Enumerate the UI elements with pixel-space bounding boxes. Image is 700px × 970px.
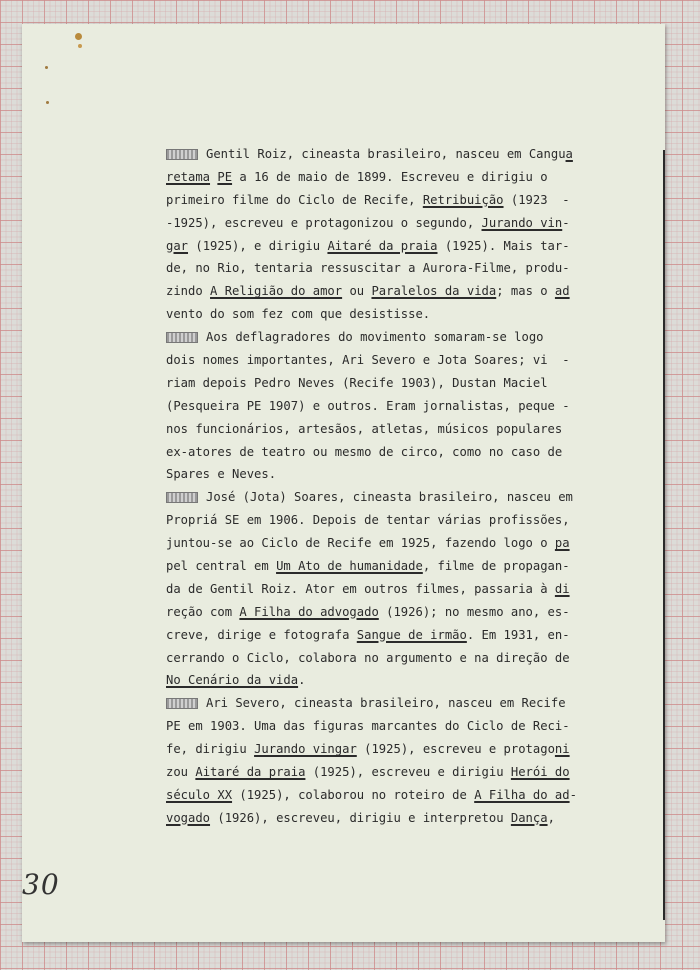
text-line	[166, 257, 612, 280]
text-line	[166, 624, 612, 647]
text-line	[166, 418, 612, 441]
text-segment: Propriá SE em 1906. Depois de tentar várias profissões,	[166, 513, 570, 528]
text-segment: -1925), escreveu e protagonizou o segundo,	[166, 215, 482, 230]
text-line	[166, 212, 612, 235]
underlined-title: gar	[166, 238, 189, 253]
underlined-title: Retribuição	[422, 192, 504, 207]
text-segment: dois nomes importantes, Ari Severo e Jota Soares; vi -	[166, 353, 570, 368]
text-segment: Gentil Roiz, cineasta brasileiro, nasceu em Cangu	[206, 147, 566, 161]
text-line	[166, 463, 612, 486]
text-segment: cerrando o Ciclo, colabora no argumento e na direção de	[166, 650, 570, 665]
text-segment: (1925). Mais tar-	[437, 238, 570, 253]
text-line	[166, 235, 612, 258]
text-segment: a 16 de maio de 1899. Escreveu e dirigiu o	[232, 169, 548, 184]
underlined-title: ad	[554, 284, 570, 299]
text-segment: José (Jota) Soares, cineasta brasileiro, nasceu em	[206, 490, 573, 505]
text-segment: (1925), colaborou no roteiro de	[232, 787, 475, 802]
text-segment: ,	[547, 810, 555, 825]
text-line	[166, 303, 612, 326]
underlined-title: ni	[554, 742, 570, 757]
text-segment: (1926); no mesmo ano, es-	[378, 604, 570, 619]
typewritten-text	[166, 143, 612, 830]
text-segment: (1925), escreveu e dirigiu	[305, 765, 511, 780]
underlined-title: Sangue de irmão	[356, 627, 467, 642]
text-segment: primeiro filme do Ciclo de Recife,	[166, 192, 423, 207]
underlined-title: Jurando vin	[481, 215, 563, 230]
text-segment: zindo	[166, 284, 211, 299]
text-segment: (1925), escreveu e protago	[356, 742, 555, 757]
underlined-title: Paralelos da vida	[371, 284, 497, 299]
text-line	[166, 189, 612, 212]
rust-spot	[46, 101, 49, 104]
text-line	[166, 784, 612, 807]
text-segment: de, no Rio, tentaria ressuscitar a Aurora-Filme, produ-	[166, 261, 570, 276]
text-segment: nos funcionários, artesãos, atletas, músicos populares	[166, 421, 563, 436]
text-line	[166, 349, 612, 372]
text-segment: (1923 -	[503, 192, 570, 207]
text-segment: pel central em	[166, 559, 277, 574]
text-line	[166, 441, 612, 464]
text-line	[166, 486, 612, 509]
underlined-title: século XX	[166, 787, 233, 802]
rust-spot	[75, 33, 82, 40]
text-segment: ; mas o	[496, 284, 555, 299]
underlined-title: A Filha do advogado	[239, 604, 379, 619]
text-segment: juntou-se ao Ciclo de Recife em 1925, fazendo logo o	[166, 536, 555, 551]
underlined-title: vogado	[166, 810, 211, 825]
underlined-title: pa	[554, 536, 570, 551]
text-segment: vento do som fez com que desistisse.	[166, 307, 431, 322]
text-segment: , filme de propagan-	[422, 559, 570, 574]
rust-spot	[78, 44, 82, 48]
redacted-mark	[166, 698, 198, 709]
text-line	[166, 532, 612, 555]
text-line	[166, 578, 612, 601]
text-line	[166, 143, 612, 166]
redacted-mark	[166, 332, 198, 343]
text-segment: zou	[166, 765, 196, 780]
redacted-mark	[166, 149, 198, 160]
text-line	[166, 326, 612, 349]
text-line	[166, 280, 612, 303]
text-line	[166, 692, 612, 715]
text-segment: Spares e Neves.	[166, 467, 277, 482]
text-line	[166, 555, 612, 578]
text-segment: (Pesqueira PE 1907) e outros. Eram jornalistas, peque -	[166, 398, 570, 413]
text-segment: fe, dirigiu	[166, 742, 255, 757]
text-segment: .	[298, 673, 306, 688]
underlined-title: a	[565, 147, 573, 161]
text-line	[166, 738, 612, 761]
text-segment: Aos deflagradores do movimento somaram-se logo	[206, 330, 544, 345]
handwritten-page-number: 30	[22, 868, 60, 901]
underlined-title: Aitaré da praia	[327, 238, 438, 253]
text-line	[166, 715, 612, 738]
text-line	[166, 761, 612, 784]
underlined-title: A Filha do ad	[474, 787, 570, 802]
underlined-title: di	[554, 581, 570, 596]
underlined-title: Herói do	[510, 765, 570, 780]
text-segment: reção com	[166, 604, 240, 619]
text-segment: ou	[342, 284, 372, 299]
underlined-title: Jurando vingar	[254, 742, 357, 757]
text-line	[166, 601, 612, 624]
text-line	[166, 807, 612, 830]
underlined-title: Aitaré da praia	[195, 765, 306, 780]
underlined-title: A Religião do amor	[210, 284, 343, 299]
text-segment: creve, dirige e fotografa	[166, 627, 357, 642]
text-segment: Ari Severo, cineasta brasileiro, nasceu em Recife	[206, 696, 566, 711]
sheet-edge	[663, 150, 665, 920]
text-line	[166, 647, 612, 670]
text-line	[166, 509, 612, 532]
text-segment: da de Gentil Roiz. Ator em outros filmes, passaria à	[166, 581, 555, 596]
text-line	[166, 372, 612, 395]
text-line	[166, 669, 612, 692]
text-line	[166, 395, 612, 418]
text-segment: . Em 1931, en-	[466, 627, 570, 642]
underlined-title: Um Ato de humanidade	[276, 559, 423, 574]
text-segment: riam depois Pedro Neves (Recife 1903), Dustan Maciel	[166, 375, 548, 390]
underlined-title: Dança	[510, 810, 548, 825]
text-segment: -	[569, 787, 577, 802]
rust-spot	[45, 66, 48, 69]
text-line	[166, 166, 612, 189]
text-segment: ex-atores de teatro ou mesmo de circo, como no caso de	[166, 444, 563, 459]
underlined-title: retama	[166, 169, 211, 184]
redacted-mark	[166, 492, 198, 503]
underlined-title: PE	[217, 169, 233, 184]
text-segment: (1926), escreveu, dirigiu e interpretou	[210, 810, 511, 825]
text-segment: -	[562, 215, 570, 230]
text-segment: (1925), e dirigiu	[188, 238, 328, 253]
underlined-title: No Cenário da vida	[166, 673, 299, 688]
text-segment: PE em 1903. Uma das figuras marcantes do Ciclo de Reci-	[166, 719, 570, 734]
